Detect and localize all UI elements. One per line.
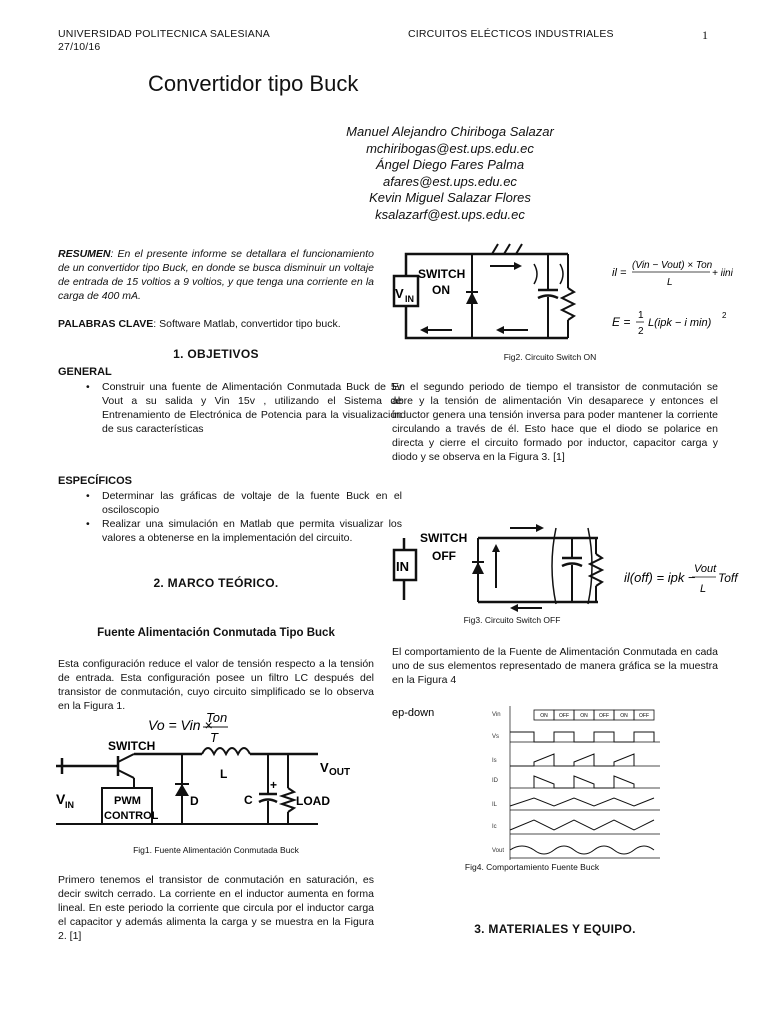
authors-block	[300, 124, 600, 223]
section-heading-objetivos: 1. OBJETIVOS	[173, 347, 259, 361]
keywords-text: : Software Matlab, convertidor tipo buck.	[153, 318, 341, 330]
fig4-state-label: OFF	[639, 713, 649, 719]
header-university: UNIVERSIDAD POLITECNICA SALESIANA	[58, 28, 270, 40]
fig2-formula1-den: L	[667, 277, 673, 288]
fig1-caption: Fig1. Fuente Alimentación Conmutada Buck	[133, 845, 299, 855]
list-item: • Realizar una simulación en Matlab que permita visualizar los valores a obtenerse en la implementación del circuito.	[102, 517, 402, 545]
subsection-heading: Fuente Alimentación Conmutada Tipo Buck	[97, 627, 335, 639]
abstract	[58, 247, 374, 303]
fig2-formulas	[612, 252, 738, 338]
author-email: mchiribogas@est.ups.edu.ec	[366, 140, 534, 156]
general-list	[74, 380, 402, 436]
fig4-waveforms	[392, 698, 672, 862]
specific-list	[74, 489, 402, 545]
fig3-in-label: IN	[396, 559, 409, 574]
fig3-formula-lhs: il(off) = ipk −	[624, 570, 696, 585]
paragraph-switch-off: En el segundo periodo de tiempo el transistor de conmutación se abre y la tensión de alimentación Vin desaparece y entonces el inductor genera una tensión inversa para poder mantener la corriente circulando a través de él. Esto hace que el diodo se polarice en directa y cierre el circuito formado por inductor, capacitor carga y diodo y se observa en la Figura 3. [1]	[392, 381, 718, 463]
paper-title: Convertidor tipo Buck	[148, 71, 359, 96]
fig1-control-label: CONTROL	[104, 810, 159, 822]
fig2-formula1-num: (Vin − Vout) × Ton	[632, 260, 713, 271]
fig4-row-label: Vout	[492, 848, 505, 854]
subheading-especificos: ESPECÍFICOS	[58, 475, 132, 487]
fig4-row-label: IL	[492, 802, 498, 808]
author-name: Ángel Diego Fares Palma	[375, 157, 525, 172]
fig3-switch-label: SWITCH	[420, 531, 468, 545]
section-heading-marco-teorico: 2. MARCO TEÓRICO.	[153, 576, 279, 590]
fig1-pwm-label: PWM	[114, 795, 141, 807]
paragraph-comportamiento: El comportamiento de la Fuente de Alimentación Conmutada en cada uno de sus elementos representado de manera gráfica se la muestra en la Figura 4	[392, 646, 718, 686]
fig3-switch-off-circuit	[392, 518, 612, 614]
fig3-off-label: OFF	[432, 549, 456, 563]
header-course: CIRCUITOS ELÉCTICOS INDUSTRIALES	[408, 28, 614, 40]
abstract-text: : En el presente informe se detallara el funcionamiento de un convertidor tipo Buck, en donde se busca disminuir un voltaje de entrada de 15 voltios a 9 voltios, y que tenga una corriente en la carga de 400 mA.	[58, 248, 374, 302]
fig1-formula-den: T	[210, 730, 218, 745]
fig3-formula-rhs: Toff	[718, 571, 738, 585]
header-date: 27/10/16	[58, 41, 101, 53]
fig2-formula2-num: 1	[638, 310, 644, 321]
fig4-state-label: OFF	[599, 713, 609, 719]
fig2-vin-label: V	[395, 286, 404, 301]
fig1-d-label: D	[190, 794, 199, 808]
author-name: Manuel Alejandro Chiriboga Salazar	[346, 124, 554, 139]
fig1-vin-sub: IN	[65, 800, 74, 810]
fig4-row-label: ID	[492, 778, 498, 784]
fig4-state-label: OFF	[559, 713, 569, 719]
fig1-load-label: LOAD	[296, 794, 330, 808]
fig4-state-label: ON	[620, 713, 628, 719]
fig1-vout-label: V	[320, 760, 329, 775]
paragraph-switch-on: Primero tenemos el transistor de conmutación en saturación, es decir switch cerrado. La corriente en el inductor aumenta en forma lineal. En este periodo la corriente que circula por el inductor carga el capacitor y además alimenta la carga y se muestra en la Figura 2. [1]	[58, 874, 374, 942]
fig2-formula2-lhs: E =	[612, 315, 631, 329]
fig2-formula1-lhs: il =	[612, 267, 627, 279]
fig1-c-label: C	[244, 793, 253, 807]
fig3-formula-num: Vout	[694, 563, 717, 575]
fig4-state-label: ON	[580, 713, 588, 719]
fig2-vin-sub: IN	[405, 294, 414, 304]
fig3-formula	[624, 550, 744, 600]
fig4-state-label: ON	[540, 713, 548, 719]
fig1-vin-label: V	[56, 791, 66, 807]
fig2-on-label: ON	[432, 283, 450, 297]
fig2-switch-on-circuit	[392, 240, 582, 350]
keywords-label: PALABRAS CLAVE	[58, 318, 154, 330]
fig1-buck-circuit	[56, 708, 376, 830]
section-heading-materiales: 3. MATERIALES Y EQUIPO.	[474, 922, 636, 936]
author-email: ksalazarf@est.ups.edu.ec	[375, 206, 525, 222]
author-name: Kevin Miguel Salazar Flores	[369, 190, 531, 205]
fig1-plus-label: +	[270, 778, 278, 792]
fig4-row-label: Vin	[492, 712, 501, 718]
fig2-switch-label: SWITCH	[418, 267, 466, 281]
fig2-caption: Fig2. Circuito Switch ON	[503, 352, 597, 362]
fig4-row-label: Ic	[492, 824, 497, 830]
fig3-caption: Fig3. Circuito Switch OFF	[463, 615, 561, 625]
fig1-switch-label: SWITCH	[108, 739, 156, 753]
list-item: • Determinar las gráficas de voltaje de la fuente Buck en el osciloscopio	[102, 489, 402, 517]
page-number: 1	[702, 28, 708, 42]
fig4-row-label: Is	[492, 758, 497, 764]
fig2-formula2-rhs: L(ipk − i min)	[648, 317, 712, 329]
fig3-formula-den: L	[700, 583, 707, 595]
list-item: • Construir una fuente de Alimentación Conmutada Buck de 5v Vout a su salida y Vin 15v , utilizando el Sistema de Entrenamiento de Electrónica de Potencia para la visualización de sus características	[102, 380, 402, 436]
subheading-general: GENERAL	[58, 366, 112, 378]
fig4-caption: Fig4. Comportamiento Fuente Buck	[464, 862, 600, 872]
fig4-row-label: Vs	[492, 734, 500, 740]
paragraph-configuracion: Esta configuración reduce el valor de tensión respecto a la tensión de entrada. Esta configuración posee un filtro LC después del transistor de conmutación, cuyo circuito simplificado se lo observa en la Figura 1.	[58, 658, 374, 712]
fig2-formula2-den: 2	[638, 326, 644, 337]
fig2-formula1-rhs: + iini	[712, 268, 733, 279]
fig1-formula-lhs: Vo = Vin ×	[148, 717, 213, 733]
keywords	[58, 317, 374, 331]
fig1-vout-sub: OUT	[329, 767, 351, 778]
fig1-formula-num: Ton	[206, 710, 228, 725]
fig2-formula2-sup: 2	[722, 311, 727, 320]
fig1-l-label: L	[220, 767, 228, 781]
author-email: afares@est.ups.edu.ec	[383, 173, 517, 189]
fig4-side-label: ep-down	[392, 707, 435, 719]
abstract-label: RESUMEN	[58, 248, 111, 260]
